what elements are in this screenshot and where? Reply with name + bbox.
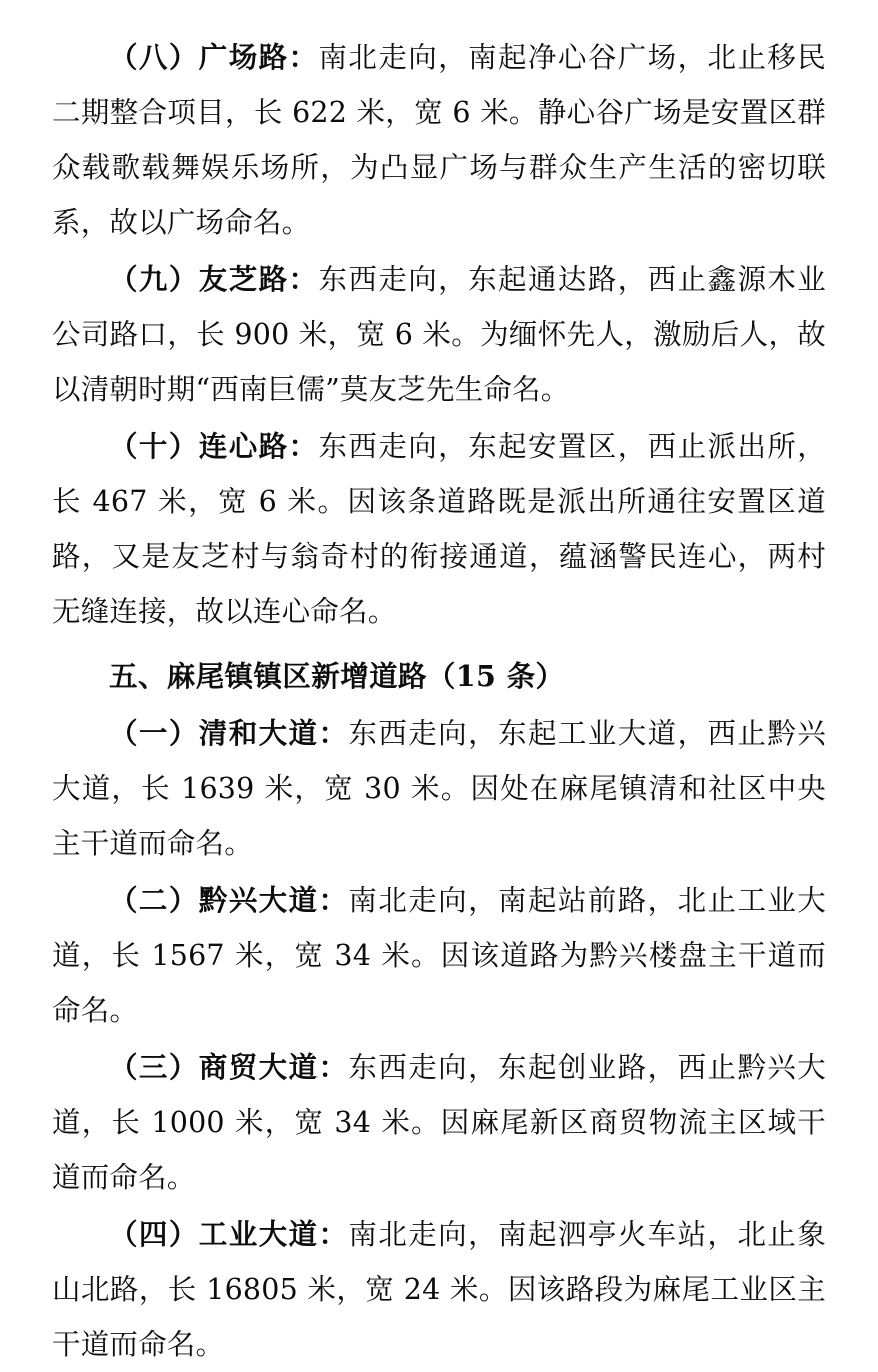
paragraph-body: 东西走向，东起安置区，西止派出所，长 467 米，宽 6 米。因该条道路既是派出所通往安置区道路，又是友芝村与翁奇村的衔接通道，蕴涵警民连心，两村无缝连接，故以连心命名。 (52, 430, 826, 628)
paragraph-lead: （四）工业大道： (109, 1217, 349, 1251)
paragraph-qinghe-avenue (52, 706, 826, 871)
paragraph-qianxing-avenue (52, 873, 826, 1038)
paragraph-body: 东西走向，东起通达路，西止鑫源木业公司路口，长 900 米，宽 6 米。为缅怀先人，激励后人，故以清朝时期“西南巨儒”莫友芝先生命名。 (52, 263, 826, 406)
paragraph-lianxin-road (52, 419, 826, 639)
paragraph-body: 南北走向，南起站前路，北止工业大道，长 1567 米，宽 34 米。因该道路为黔兴楼盘主干道而命名。 (52, 884, 826, 1027)
paragraph-guangchang-road (52, 30, 826, 250)
paragraph-lead: （八）广场路： (109, 40, 319, 74)
paragraph-lead: （九）友芝路： (109, 262, 319, 296)
paragraph-body: 东西走向，东起创业路，西止黔兴大道，长 1000 米，宽 34 米。因麻尾新区商贸物流主区域干道而命名。 (52, 1051, 826, 1194)
paragraph-shangmao-avenue (52, 1040, 826, 1205)
paragraph-lead: （三）商贸大道： (109, 1050, 349, 1084)
paragraph-lead: （一）清和大道： (109, 716, 349, 750)
paragraph-lead: （二）黔兴大道： (109, 883, 349, 917)
paragraph-gongye-avenue (52, 1207, 826, 1372)
paragraph-body: 东西走向，东起工业大道，西止黔兴大道，长 1639 米，宽 30 米。因处在麻尾镇清和社区中央主干道而命名。 (52, 717, 826, 860)
paragraph-lead: （十）连心路： (109, 429, 319, 463)
paragraph-youzhi-road (52, 252, 826, 417)
paragraph-body: 南北走向，南起泗亭火车站，北止象山北路，长 16805 米，宽 24 米。因该路段为麻尾工业区主干道而命名。 (52, 1218, 826, 1361)
paragraph-body: 南北走向，南起净心谷广场，北止移民二期整合项目，长 622 米，宽 6 米。静心谷广场是安置区群众载歌载舞娱乐场所，为凸显广场与群众生产生活的密切联系，故以广场命名。 (52, 41, 826, 239)
section-heading: 五、麻尾镇镇区新增道路（15 条） (109, 659, 565, 693)
